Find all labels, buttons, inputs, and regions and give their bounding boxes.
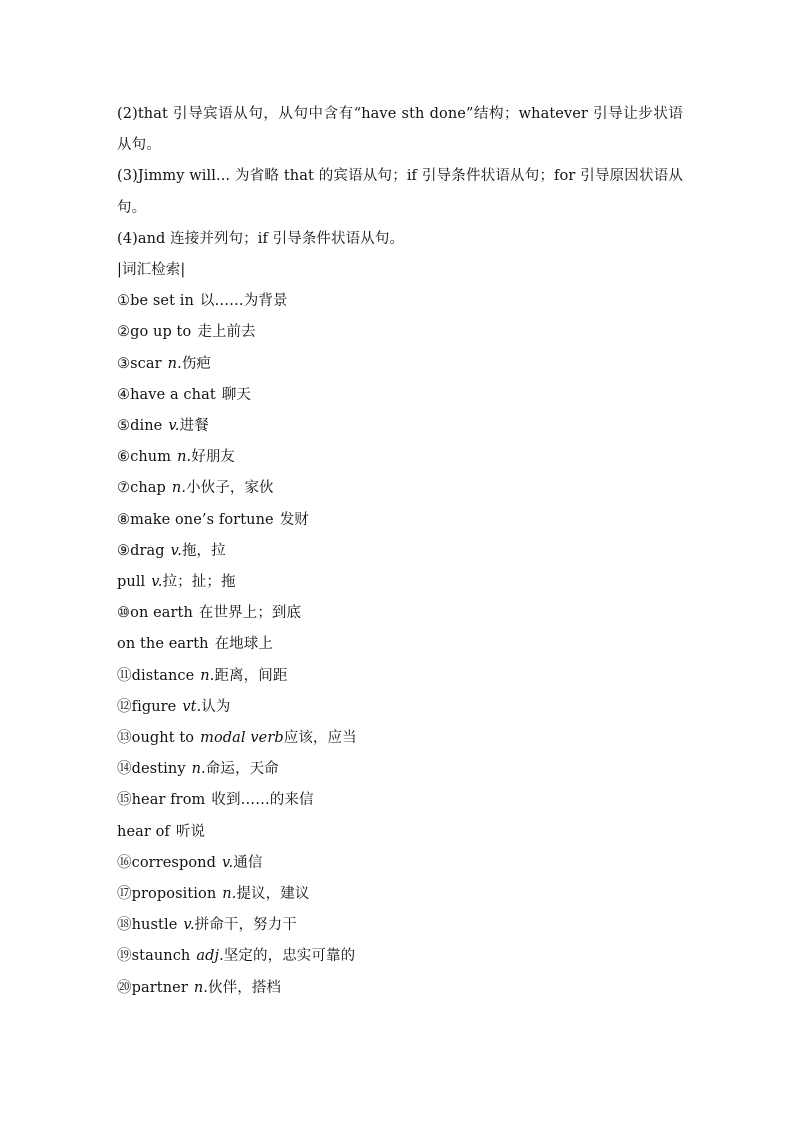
vocab-term: make one’s fortune bbox=[130, 511, 274, 528]
vocab-meaning: 拖，拉 bbox=[181, 542, 226, 559]
vocab-entry bbox=[117, 473, 683, 504]
vocab-entry bbox=[117, 817, 683, 848]
vocab-entry bbox=[117, 349, 683, 380]
vocab-meaning: 收到……的来信 bbox=[211, 792, 314, 809]
vocab-entry bbox=[117, 785, 683, 816]
vocab-number: ⑥ bbox=[117, 449, 131, 466]
vocab-number: ⑩ bbox=[117, 605, 131, 622]
vocab-entry bbox=[117, 536, 683, 567]
vocab-entry bbox=[117, 848, 683, 879]
vocab-meaning: 拼命干，努力干 bbox=[194, 917, 297, 934]
vocab-entry bbox=[117, 411, 683, 442]
vocab-meaning: 进餐 bbox=[179, 418, 209, 435]
vocab-part-of-speech: v. bbox=[183, 917, 195, 934]
vocab-meaning: 小伙子，家伙 bbox=[186, 480, 274, 497]
vocab-number: ③ bbox=[117, 355, 131, 372]
vocab-term: hustle bbox=[131, 917, 178, 934]
vocab-part-of-speech: v. bbox=[151, 574, 163, 591]
vocab-term: hear of bbox=[117, 823, 170, 840]
vocab-term: scar bbox=[130, 355, 162, 372]
vocab-part-of-speech: n. bbox=[177, 449, 192, 466]
vocab-number: ⑪ bbox=[117, 667, 132, 684]
vocab-term: pull bbox=[117, 574, 146, 591]
vocab-meaning: 伤疤 bbox=[181, 355, 212, 372]
vocab-meaning: 在世界上；到底 bbox=[198, 605, 302, 622]
vocab-term: dine bbox=[130, 418, 163, 435]
vocab-entry bbox=[117, 317, 683, 348]
vocab-number: ⑯ bbox=[117, 854, 132, 871]
vocab-number: ⑨ bbox=[117, 542, 131, 559]
vocab-entry bbox=[117, 692, 683, 723]
vocab-meaning: 通信 bbox=[233, 854, 263, 871]
vocab-meaning: 发财 bbox=[279, 511, 309, 528]
vocab-part-of-speech: n. bbox=[167, 355, 182, 372]
vocab-term: partner bbox=[131, 979, 188, 996]
vocab-term: go up to bbox=[130, 324, 192, 341]
vocab-meaning: 距离，间距 bbox=[214, 667, 288, 684]
vocab-term: staunch bbox=[131, 948, 191, 965]
vocab-entry bbox=[117, 941, 683, 972]
vocab-meaning: 走上前去 bbox=[197, 324, 256, 341]
vocab-part-of-speech: n. bbox=[171, 480, 187, 497]
vocab-entry bbox=[117, 380, 683, 411]
vocab-term: on earth bbox=[130, 605, 193, 622]
vocab-part-of-speech: n. bbox=[193, 979, 209, 996]
vocab-entry bbox=[117, 879, 683, 910]
vocab-term: have a chat bbox=[130, 386, 216, 403]
vocab-entry bbox=[117, 598, 683, 629]
vocab-number: ⑬ bbox=[117, 730, 132, 747]
vocab-part-of-speech: n. bbox=[191, 761, 206, 778]
vocab-number: ⑮ bbox=[117, 792, 132, 809]
note-paragraph-3: (3)Jimmy will... 为省略 that 的宾语从句；if 引导条件状语从句；for 引导原因状语从句。 bbox=[117, 168, 683, 216]
vocab-term: be set in bbox=[130, 293, 194, 310]
vocab-part-of-speech: v. bbox=[168, 418, 180, 435]
vocab-entry bbox=[117, 723, 683, 754]
vocab-term: figure bbox=[131, 698, 177, 715]
vocab-entry bbox=[117, 505, 683, 536]
vocab-entry bbox=[117, 286, 683, 317]
vocab-entry bbox=[117, 567, 683, 598]
vocab-number: ② bbox=[117, 324, 131, 341]
vocab-part-of-speech: v. bbox=[221, 854, 234, 871]
vocab-meaning: 以……为背景 bbox=[199, 293, 288, 310]
vocab-term: distance bbox=[131, 667, 195, 684]
vocab-number: ④ bbox=[117, 386, 131, 403]
vocab-number: ⑧ bbox=[117, 511, 131, 528]
vocab-number: ⑦ bbox=[117, 480, 131, 497]
vocab-part-of-speech: n. bbox=[200, 667, 215, 684]
vocab-term: destiny bbox=[131, 761, 186, 778]
vocab-part-of-speech: v. bbox=[170, 542, 182, 559]
vocab-term: hear from bbox=[131, 792, 206, 809]
vocab-meaning: 命运，天命 bbox=[205, 761, 279, 778]
vocab-term: chap bbox=[130, 480, 166, 497]
vocab-meaning: 听说 bbox=[175, 823, 206, 840]
section-heading-vocabulary: |词汇检索| bbox=[117, 262, 186, 279]
vocab-meaning: 坚定的，忠实可靠的 bbox=[223, 948, 356, 965]
vocab-meaning: 聊天 bbox=[221, 386, 251, 403]
vocab-number: ① bbox=[117, 293, 131, 310]
vocab-number: ⑲ bbox=[117, 948, 132, 965]
vocab-term: correspond bbox=[131, 854, 216, 871]
vocab-term: drag bbox=[130, 542, 165, 559]
vocab-number: ⑫ bbox=[117, 698, 132, 715]
vocab-entry bbox=[117, 629, 683, 660]
vocab-part-of-speech: n. bbox=[222, 886, 237, 903]
vocab-meaning: 提议，建议 bbox=[236, 886, 310, 903]
vocab-list bbox=[117, 286, 683, 1004]
vocab-part-of-speech: vt. bbox=[182, 698, 202, 715]
vocab-number: ⑳ bbox=[117, 979, 132, 996]
vocab-number: ⑭ bbox=[117, 761, 132, 778]
vocab-entry bbox=[117, 754, 683, 785]
vocab-part-of-speech: adj. bbox=[196, 948, 224, 965]
vocab-term: proposition bbox=[131, 886, 217, 903]
note-paragraph-4: (4)and 连接并列句；if 引导条件状语从句。 bbox=[117, 230, 405, 247]
vocab-meaning: 应该，应当 bbox=[283, 730, 357, 747]
vocab-entry bbox=[117, 973, 683, 1004]
vocab-number: ⑱ bbox=[117, 917, 132, 934]
vocab-part-of-speech: modal verb bbox=[200, 730, 284, 747]
vocab-term: chum bbox=[130, 449, 172, 466]
vocab-number: ⑰ bbox=[117, 886, 132, 903]
vocab-meaning: 好朋友 bbox=[191, 449, 236, 466]
vocab-meaning: 认为 bbox=[201, 698, 231, 715]
vocab-entry bbox=[117, 442, 683, 473]
vocab-number: ⑤ bbox=[117, 418, 131, 435]
vocab-meaning: 在地球上 bbox=[214, 636, 273, 653]
vocab-entry bbox=[117, 910, 683, 941]
vocab-meaning: 拉；扯；拖 bbox=[162, 574, 236, 591]
vocab-term: ought to bbox=[131, 730, 195, 747]
note-paragraph-2: (2)that 引导宾语从句，从句中含有“have sth done”结构；whatever 引导让步状语从句。 bbox=[117, 106, 683, 154]
vocab-entry bbox=[117, 661, 683, 692]
vocab-term: on the earth bbox=[117, 636, 209, 653]
vocab-meaning: 伙伴，搭档 bbox=[208, 979, 282, 996]
page-content bbox=[117, 99, 683, 1004]
